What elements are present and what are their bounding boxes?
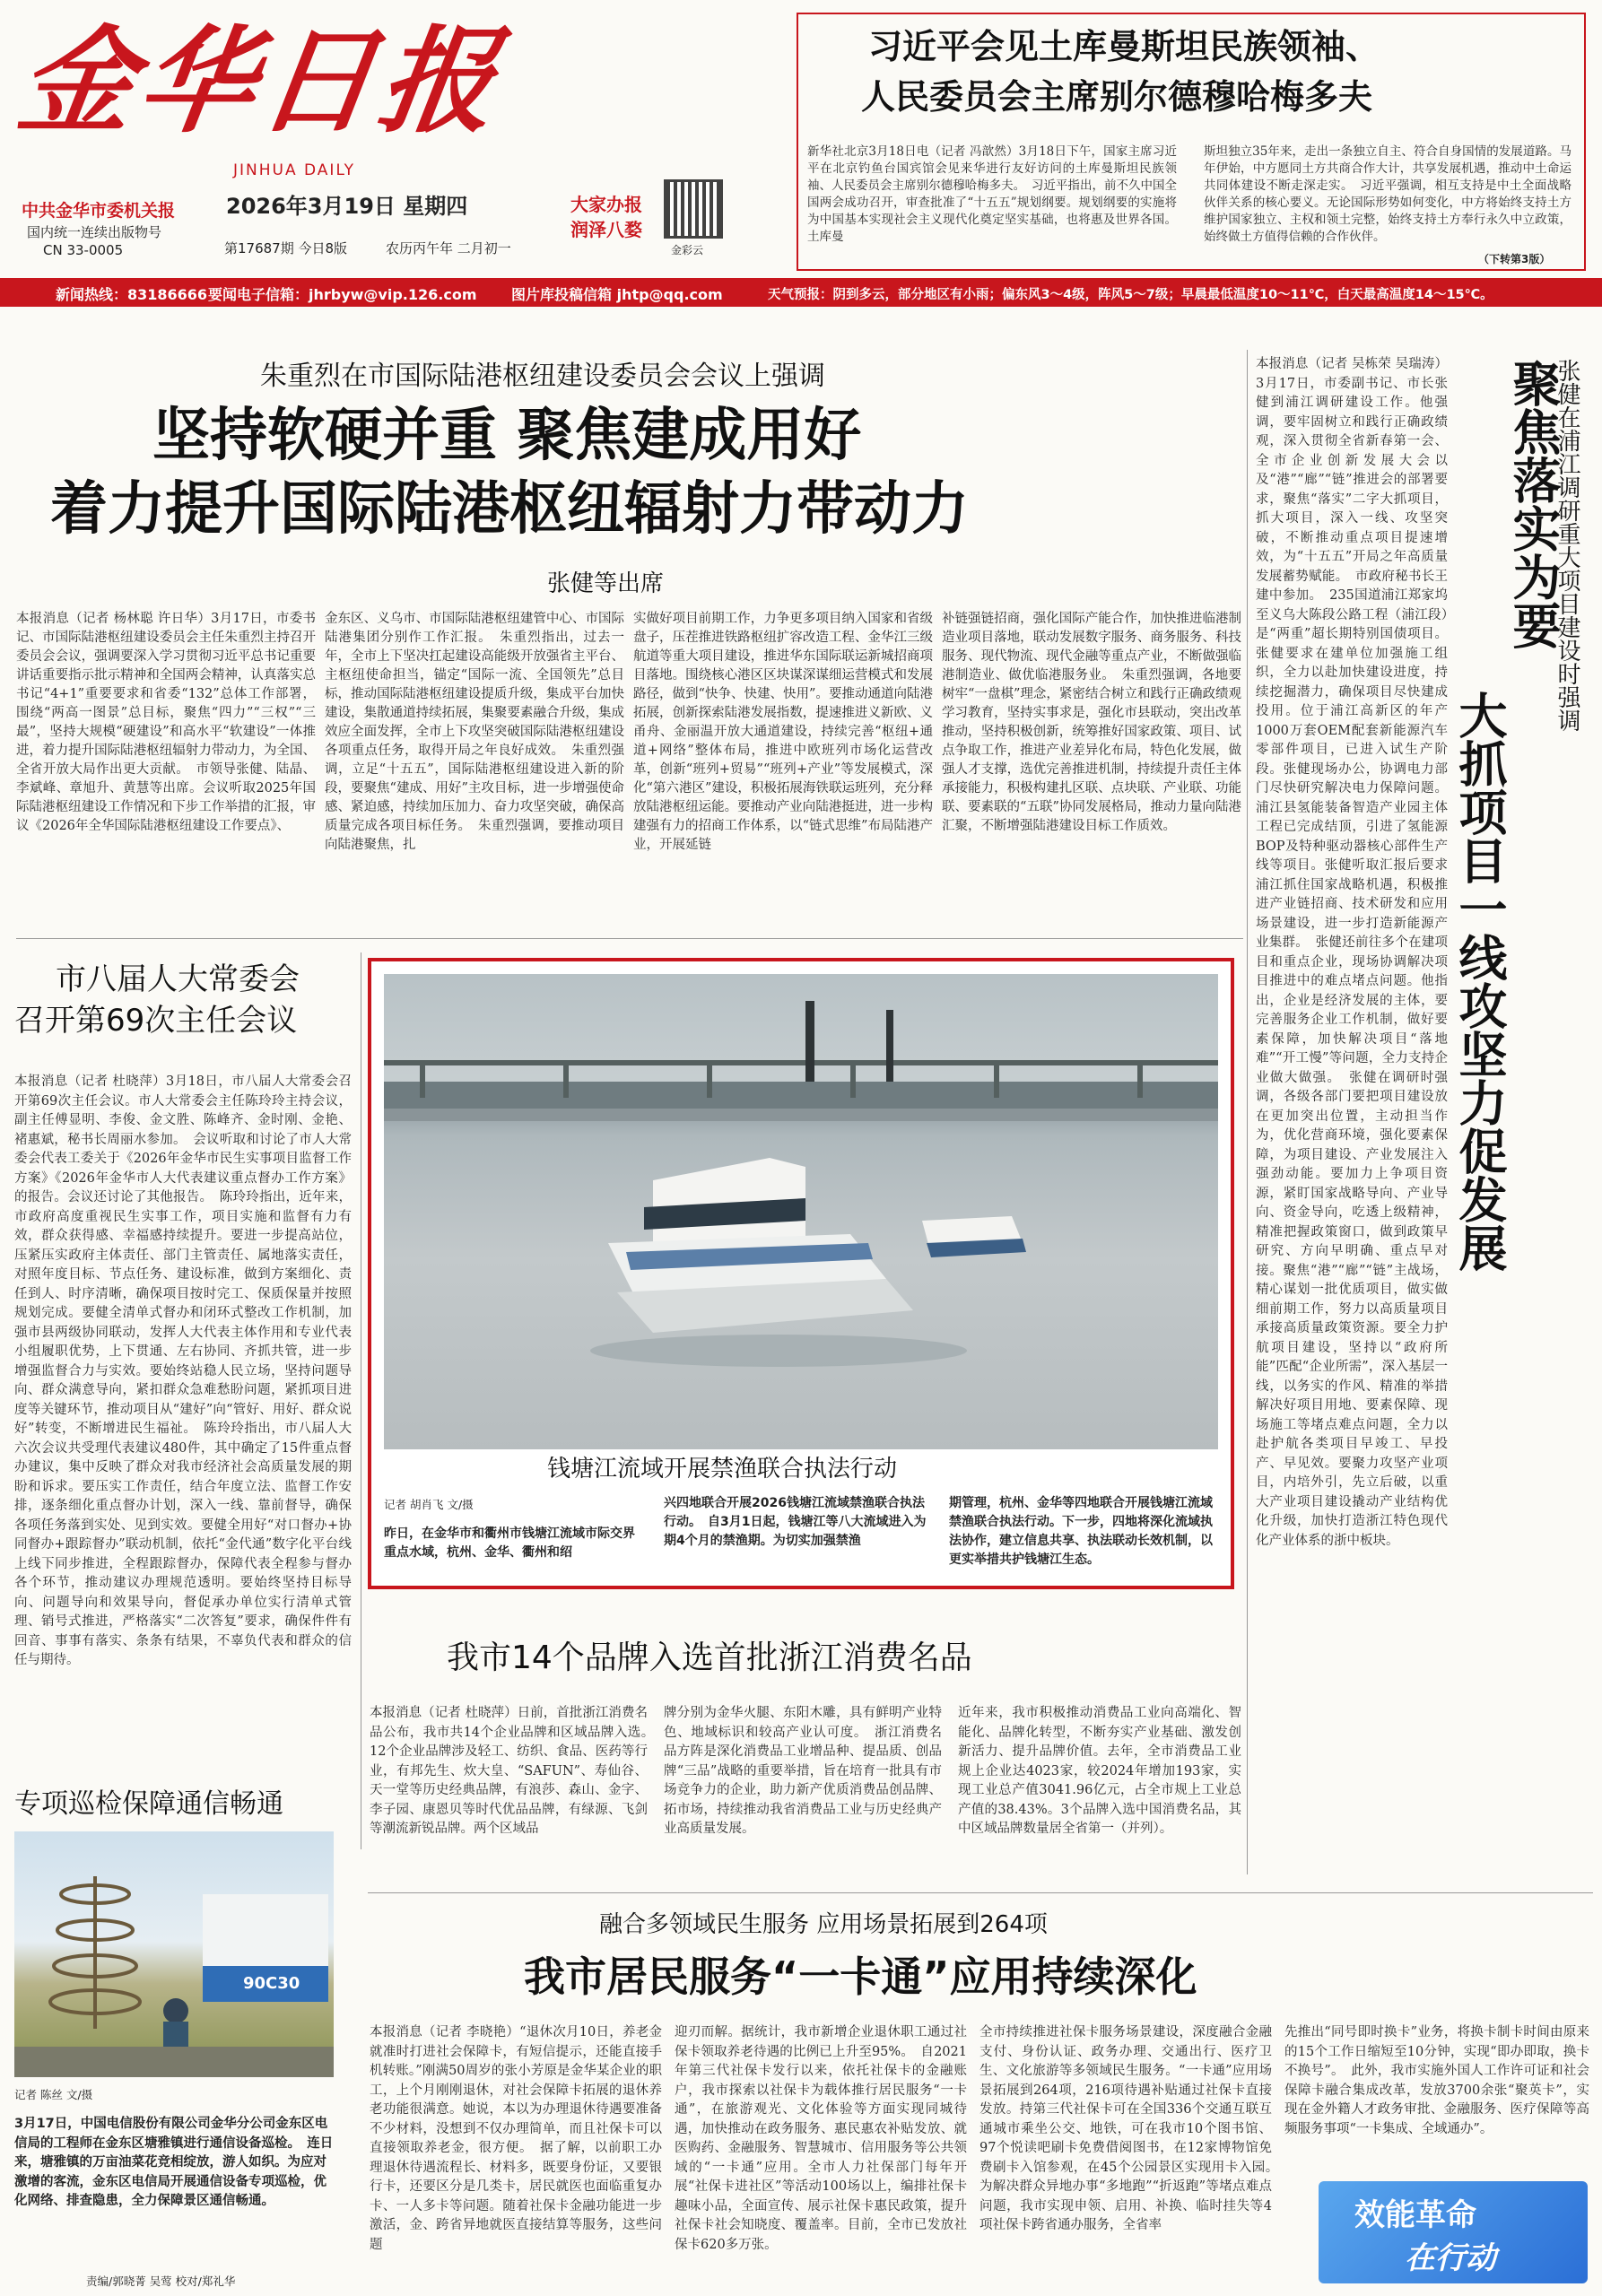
svg-text:90C30: 90C30: [243, 1974, 300, 1993]
top-story-col-1: 新华社北京3月18日电（记者 冯歆然）3月18日下午，国家主席习近平在北京钓鱼台国宾馆会见来华进行友好访问的土库曼斯坦民族领袖、人民委员会主席别尔德穆哈梅多夫。 习近平指出，前不久中国全国两会成功召开，审查批准了“十五五”规划纲要。规划纲要的实施将为中国基本实现社会主义现代化奠定坚实基础，也将惠及世界各国。土库曼: [807, 144, 1177, 244]
lead-subtitle: 张健等出席: [547, 570, 665, 597]
photo-credit: 记者 胡肖飞 文/摄: [384, 1498, 474, 1511]
side-text: 本报消息（记者 吴栋荣 吴瑞涛）3月17日，市委副书记、市长张健到浦江调研建设工作。他强调，要牢固树立和践行正确政绩观，深入贯彻全省新春第一会、全市企业创新发展大会以及“港”“廊”“链”推进会的部署要求，聚焦“落实”二字大抓项目，抓大项目，深入一线、攻坚突破，不断推动重点项目提速增效，为“十五五”开局之年高质量发展蓄势赋能。 市政府秘书长王建中参加。 235国道浦江郑家坞至义乌大陈段公路工程（浦江段）是“两重”超长期特别国债项目。张健要求在建单位加强施工组织，全力以赴加快建设进度，持续挖掘潜力，确保项目尽快建成投用。位于浦江高新区的年产1000万套OEM配套新能源汽车零部件项目，已进入试生产阶段。张健现场办公，协调电力部门尽快研究解决电力保障问题。浦江县氢能装备智造产业园主体工程已完成结顶，引进了氢能源BOP及特种驱动器核心部件生产线等项目。张健听取汇报后要求浦江抓住国家战略机遇，积极推进产业链招商、技术研发和应用场景建设，进一步打造新能源产业集群。 张健还前往多个在建项目和重点企业，现场协调解决项目推进中的难点堵点问题。他指出，企业是经济发展的主体，要完善服务企业工作机制，做好要素保障，加快解决项目“落地难”“开工慢”等问题，全力支持企业做大做强。 张健在调研时强调，各级各部门要把项目建设放在更加突出位置，主动担当作为，优化营商环境，强化要素保障，为项目建设、产业发展注入强劲动能。要加力上争项目资源，紧盯国家战略导向、产业导向、资金导向，吃透上级精神，精准把握政策窗口，做到政策早研究、方向早明确、重点早对接。聚焦“港”“廊”“链”主战场，精心谋划一批优质项目，做实做细前期工作，努力以高质量项目承接高质量政策资源。要全力护航项目建设，坚持以“政府所能”匹配“企业所需”，深入基层一线，以务实的作风、精准的举措解决好项目用地、要素保障、现场施工等堵点难点问题，全力以赴护航各类项目早竣工、早投产、早见效。要聚力攻坚产业项目，内培外引，先立后破，以重大产业项目建设撬动产业结构优化升级，加快打造浙江特色现代化产业体系的浙中板块。: [1256, 357, 1448, 1548]
ferry-photo: [384, 974, 1218, 1449]
organ-label: 中共金华市委机关报: [22, 201, 176, 221]
telecom-scene: [14, 1831, 334, 2077]
email: 要闻电子信箱：jhrbyw@vip.126.com: [208, 286, 477, 303]
photo-email: 图片库投稿信箱 jhtp@qq.com: [511, 286, 723, 303]
lead-col-2: 金东区、义乌市、市国际陆港枢纽建管中心、市国际陆港集团分别作工作汇报。 朱重烈指出，过去一年，全市上下坚决扛起建设高能级开放强省主平台、主枢纽使命担当，锚定“国际一流、全国领先”总目标，推动国际陆港枢纽建设提质升级，集成平台加快建设，集散通道持续拓展，集聚要素融合升级，集成效应全面发挥，全市上下攻坚突破国际陆港枢纽建设各项重点任务，取得开局之年良好成效。 朱重烈强调，立足“十五五”，国际陆港枢纽建设进入新的阶段，要聚焦“建成、用好”主攻目标，进一步增强使命感、紧迫感，持续加压加力、奋力攻坚突破，确保高质量完成各项目标任务。 朱重烈强调，要推动项目向陆港聚焦，扎: [325, 612, 624, 852]
side-big-title-1: 聚焦落实为要: [1505, 359, 1562, 649]
lead-col-4: 补链强链招商，强化国际产能合作，加快推进临港制造业项目落地，联动发展数字服务、商务服务、科技服务、现代物流、现代金融等重点产业，不断做强临港制造业、做优临港服务业。 朱重烈强调，各地要树牢“一盘棋”理念，紧密结合树立和践行正确政绩观学习教育，坚持实事求是，强化市县联动，突出改革推动，坚持积极创新，统筹推好国家政策、项目、试点争取工作，推进产业差异化布局，特色化发展，做强人才支撑，选优完善推进机制，持续提升责任主体承接能力，积极构建扎区联、点块联、产业联、功能联、要素联的“五联”协同发展格局，推动力量向陆港汇聚，不断增强陆港建设目标工作质效。: [942, 612, 1241, 833]
weather: 天气预报：阴到多云，部分地区有小雨；偏东风3～4级，阵风5～7级；早晨最低温度10～11℃，白天最高温度14～15℃。: [768, 288, 1493, 302]
side-text-top: [1256, 355, 1448, 1686]
qr-code-icon: [664, 179, 723, 239]
issue-number: 第17687期 今日8版: [224, 240, 348, 257]
photo-caption-1: 昨日，在金华市和衢州市钱塘江流域市际交界重点水域，杭州、金华、衢州和绍: [384, 1526, 635, 1560]
ferry-scene: [384, 974, 1218, 1449]
card-col-1: 本报消息（记者 李晓艳）“退休次月10日，养老金就准时打进社会保障卡，有短信提示，还能直接手机转账。”刚满50周岁的张小芳原是金华某企业的职工，上个月刚刚退休，对社会保障卡拓展的退休养老功能很满意。她说，本以为办理退休待遇要准备不少材料，没想到不仅办理简单，而且社保卡可以直接领取养老金，很方便。 据了解，以前职工办理退休待遇流程长、材料多，既要身份证，又要银行卡，还要区分是几类卡，居民就医也面临重复办卡、一人多卡等问题。随着社保卡金融功能进一步激活，金、跨省异地就医直接结算等服务，这些问题: [370, 2025, 662, 2252]
slogan-2: 润泽八婺: [570, 219, 642, 240]
brands-col-1: 本报消息（记者 杜晓萍）日前，首批浙江消费名品公布，我市共14个企业品牌和区域品牌入选。 12个企业品牌涉及轻工、纺织、食品、医药等行业，有邦先生、炊大皇、“SAFUN”、寿仙谷、天一堂等历史经典品牌，有浪莎、森山、金字、李子园、康恩贝等时代优品品牌，有绿源、飞剑等潮流新锐品牌。两个区域品: [370, 1706, 661, 1836]
efficiency-badge: [1319, 2181, 1588, 2283]
logo-text: 金华日报: [10, 14, 510, 149]
lead-title-2: 着力提升国际陆港枢纽辐射力带动力: [50, 476, 969, 543]
editor-credits: 责编/郭晓菁 吴莺 校对/郑礼华: [86, 2274, 236, 2288]
logo: [10, 14, 510, 167]
lead-kicker: 朱重烈在市国际陆港枢纽建设委员会会议上强调: [260, 361, 825, 392]
lead-col-3: 实做好项目前期工作，力争更多项目纳入国家和省级盘子，压茬推进铁路枢纽扩容改造工程、金华江三级航道等重大项目建设，推进华东国际联运新城招商项目落地。围绕核心港区区块谋深谋细运营模式和发展路径，做到“快争、快建、快用”。要推动通道向陆港拓展，创新探索陆港发展指数，提速推进义新欧、义甬舟、金丽温开放大通道建设，持续完善“枢纽+通道+网络”整体布局，推进中欧班列市场化运营改革，创新“班列+贸易”“班列+产业”等发展模式，深化“第六港区”建设，积极拓展海铁联运班列，充分释放陆港枢纽运能。要推动产业向陆港挺进，进一步构建强有力的招商工作体系，以“链式思维”布局陆港产业，开展延链: [633, 612, 933, 852]
npc-title-2: 召开第69次主任会议: [14, 1003, 298, 1039]
issue-date: 2026年3月19日 星期四: [226, 194, 468, 219]
npc-title-1: 市八届人大常委会: [56, 961, 300, 997]
top-story-title-1: 习近平会见土库曼斯坦民族领袖、: [868, 27, 1380, 66]
cn-label: 国内统一连续出版物号: [27, 224, 162, 240]
photo-caption-2: 兴四地联合开展2026钱塘江流域禁渔联合执法行动。 自3月1日起，钱塘江等八大流域进入为期4个月的禁渔期。为切实加强禁渔: [664, 1496, 927, 1548]
telecom-credit: 记者 陈丝 文/摄: [14, 2088, 93, 2101]
side-vertical-title: 张健在浦江调研重大项目建设时强调: [1554, 359, 1580, 732]
app-label: 金彩云: [671, 244, 704, 257]
telecom-title: 专项巡检保障通信畅通: [14, 1788, 283, 1820]
hotline: 新闻热线：83186666: [56, 286, 208, 303]
photo-caption-3: 期管理，杭州、金华等四地联合开展钱塘江流域禁渔联合执法行动。下一步，四地将深化流域执法协作，建立信息共享、执法联动长效机制，以更实举措共护钱塘江生态。: [949, 1496, 1213, 1567]
lead-divider: [16, 938, 1243, 939]
side-big-title-2: 大抓项目一线攻坚力促发展: [1451, 691, 1508, 1272]
slogan-1: 大家办报: [570, 194, 642, 215]
card-divider: [368, 1892, 1593, 1893]
cn-number: CN 33-0005: [43, 242, 124, 258]
card-title: 我市居民服务“一卡通”应用持续深化: [524, 1952, 1197, 2001]
photo-caption-title: 钱塘江流域开展禁渔联合执法行动: [547, 1456, 898, 1483]
top-story-col-2: 斯坦独立35年来，走出一条独立自主、符合自身国情的发展道路。马年伊始，中方愿同土方共商合作大计，共享发展机遇，推动中土命运共同体建设不断走深走实。 习近平强调，相互支持是中土全面战略伙伴关系的核心要义。无论国际形势如何变化，中方将始终支持土方维护国家独立、主权和领土完整，始终支持土方奉行永久中立政策，始终做土方值得信赖的合作伙伴。: [1204, 144, 1572, 244]
brands-col-3: 近年来，我市积极推动消费品工业向高端化、智能化、品牌化转型，不断夯实产业基础、激发创新活力、提升品牌价值。去年，全市消费品工业规上企业达4023家，较2024年增加193家，实现工业总产值3041.96亿元，占全市规上工业总产值的38.43%。3个品牌入选中国消费名品，其中区域品牌数量居全省第一（并列）。: [958, 1706, 1241, 1836]
badge-line-2: 在行动: [1405, 2240, 1496, 2276]
card-col-3: 全市持续推进社保卡服务场景建设，深度融合金融支付、身份认证、政务办理、交通出行、医疗卫生、文化旅游等多领域民生服务。“一卡通”应用场景拓展到264项，216项待遇补贴通过社保卡直接发放。持第三代社保卡可在全国336个交通互联互通城市乘坐公交、地铁，可在我市10个图书馆、97个悦读吧刷卡免费借阅图书，在12家博物馆免费刷卡入馆参观，在45个公园景区实现用卡入园。 为解决群众异地办事“多地跑”“折返跑”等堵点难点问题，我市实现申领、启用、补换、临时挂失等4项社保卡跨省通办服务，全省率: [979, 2025, 1285, 2232]
lead-title-1: 坚持软硬并重 聚焦建成用好: [152, 403, 862, 469]
top-story-jump: （下转第3版）: [1478, 253, 1551, 265]
top-story-title-2: 人民委员会主席别尔德穆哈梅多夫: [861, 77, 1373, 117]
card-col-4: 先推出“同号即时换卡”业务，将换卡制卡时间由原来的15个工作日缩短至10分钟，实现“即办即取，换卡不换号”。 此外，我市实施外国人工作许可证和社会保障卡融合集成改革，发放3700余张“聚英卡”，实现在金外籍人才政务审批、金融服务、医疗保障等高频服务事项“一卡集成、全域通办”。: [1284, 2025, 1589, 2136]
lead-col-1: 本报消息（记者 杨林聪 许日华）3月17日，市委书记、市国际陆港枢纽建设委员会主任朱重烈主持召开委员会会议，强调要深入学习贯彻习近平总书记重要讲话重要指示批示精神和全国两会精神，认真落实总书记“4+1”重要要求和省委“132”总体工作部署，围绕“两高一图景”总目标，聚焦“四力”“三权”“三最”，坚持大规模“硬建设”和高水平“软建设”一体推进，着力提升国际陆港枢纽辐射力带动力，为全国、全省开放大局作出更大贡献。 市领导张健、陆晶、李斌峰、章旭升、黄慧等出席。会议听取2025年国际陆港枢纽建设工作情况和下步工作举措的汇报，审议《2026年全华国际陆港枢纽建设工作要点》、: [16, 612, 316, 833]
badge-line-1: 效能革命: [1354, 2197, 1476, 2233]
logo-pinyin: JINHUA DAILY: [233, 161, 356, 179]
brands-title: 我市14个品牌入选首批浙江消费名品: [447, 1639, 972, 1676]
card-col-2: 迎刃而解。据统计，我市新增企业退休职工通过社保卡领取养老待遇的比例已上升至95%。 自2021年第三代社保卡发行以来，依托社保卡的金融账户，我市探索以社保卡为载体推行居民服务“一卡通”，在旅游观光、文化体验等方面实现同城待遇，加快推动在政务服务、惠民惠农补贴发放、就医购药、金融服务、智慧城市、信用服务等公共领域的“一卡通”应用。全市人力社保部门每年开展“社保卡进社区”等活动100场以上，编排社保卡趣味小品，全面宣传、展示社保卡惠民政策，提升社保卡社会知晓度、覆盖率。目前，全市已发放社保卡620多万张。: [675, 2025, 967, 2252]
telecom-text: 3月17日，中国电信股份有限公司金华分公司金东区电信局的工程师在金东区塘雅镇进行通信设备巡检。 连日来，塘雅镇的万亩油菜花竞相绽放，游人如织。为应对激增的客流，金东区电信局开展通信设备专项巡检，优化网络、排查隐患，全力保障景区通信畅通。: [14, 2117, 334, 2208]
npc-text: 本报消息（记者 杜晓萍）3月18日，市八届人大常委会召开第69次主任会议。市人大常委会主任陈玲玲主持会议，副主任傅显明、李俊、金文胜、陈峰齐、金时刚、金艳、褚惠斌，秘书长周丽水参加。 会议听取和讨论了市人大常委会代表工委关于《2026年金华市民生实事项目监督工作方案》《2026年金华市人大代表建议重点督办工作方案》的报告。会议还讨论了其他报告。 陈玲玲指出，近年来，市政府高度重视民生实事工作，项目实施和监督有力有效，群众获得感、幸福感持续提升。要进一步提高站位，压紧压实政府主体责任、部门主管责任、属地落实责任，对照年度目标、节点任务、建设标准，做到方案细化、责任到人、时序清晰，确保项目按时完工、保质保量并按照规划完成。要健全清单式督办和闭环式整改工作机制，加强市县两级协同联动，发挥人大代表主体作用和专业代表小组履职优势，上下贯通、左右协同、齐抓共管，进一步增强监督合力与实效。要始终站稳人民立场，坚持问题导向、群众满意导向，紧扣群众急难愁盼问题，紧抓项目进度等关键环节，推动项目从“建好”向“管好、用好、群众说好”转变，不断增进民生福祉。 陈玲玲指出，市八届人大六次会议共受理代表建议480件，其中确定了15件重点督办建议，集中反映了群众对我市经济社会高质量发展的期盼和诉求。要压实工作责任，结合年度立法、监督工作安排，逐条细化重点督办计划，深入一线、靠前督导，确保各项任务落到实处、见到实效。要健全用好“对口督办+协同督办+跟踪督办”联动机制，依托“金代通”数字化平台线上线下同步推进，全程跟踪督办，保障代表全程参与督办各个环节，推动建议办理规范透明。要始终坚持目标导向、问题导向和效果导向，督促承办单位实行清单式管理、销号式推进，严格落实“二次答复”要求，确保件件有回音、事事有落实、条条有结果，不辜负代表和群众的信任与期待。: [14, 1074, 352, 1667]
telecom-photo: [14, 1831, 334, 2077]
card-kicker: 融合多领域民生服务 应用场景拓展到264项: [599, 1911, 1048, 1938]
lunar-date: 农历丙午年 二月初一: [386, 240, 511, 257]
brands-col-2: 牌分别为金华火腿、东阳木雕，具有鲜明产业特色、地域标识和较高产业认可度。 浙江消费名品方阵是深化消费品工业增品种、提品质、创品牌“三品”战略的重要举措，旨在培育一批具有市场竞争力的企业，助力新产优质消费品创品牌、拓市场，持续推动我省消费品工业与历史经典产业高质量发展。: [664, 1706, 942, 1836]
side-column-rule: [1247, 350, 1248, 1874]
